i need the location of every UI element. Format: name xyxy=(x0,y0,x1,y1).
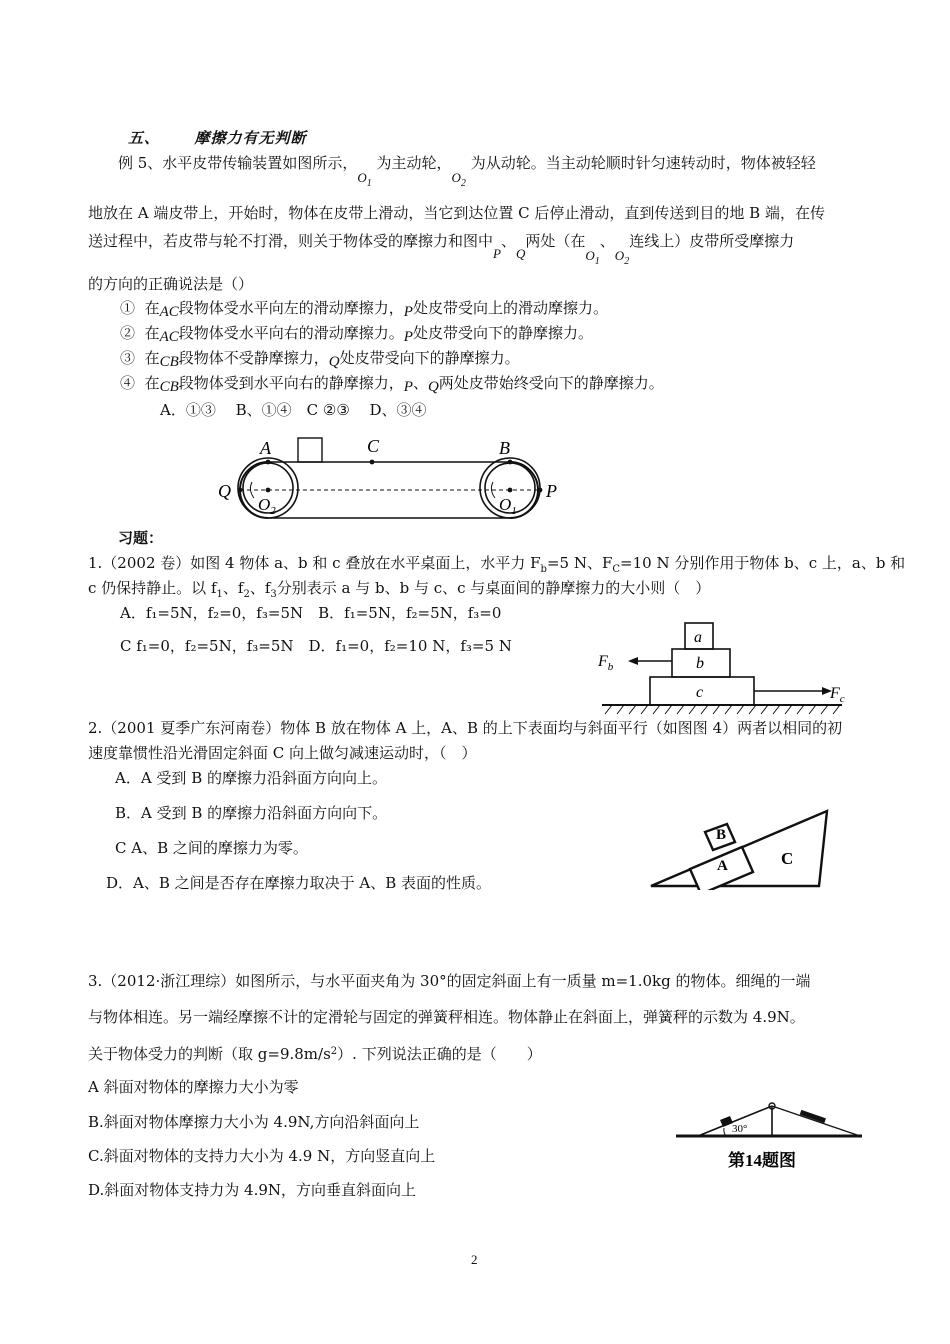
q3-line-1: 3.（2012·浙江理综）如图所示，与水平面夹角为 30°的固定斜面上有一质量 m=1.0kg 的物体。细绳的一端 xyxy=(88,972,811,990)
label-a: A xyxy=(717,858,728,874)
option-2: ② 在AC段物体受水平向右的滑动摩擦力。P处皮带受向下的静摩擦力。 xyxy=(120,324,593,345)
math-o1: $O_1$ xyxy=(585,248,600,267)
math-p: P xyxy=(493,246,501,261)
q2-option-c: C A、B 之间的摩擦力为零。 xyxy=(115,839,308,857)
pulley-incline-diagram xyxy=(674,1100,874,1180)
label-o2: $O_2$ xyxy=(258,495,276,517)
rope xyxy=(772,1106,860,1136)
label-a: A xyxy=(260,438,271,458)
exercises-title: 习题： xyxy=(118,529,164,547)
example-text: 例 5、水平皮带传输装置如图所示， xyxy=(118,154,358,172)
example-answers: A．①③ B、①④ C ②③ D、③④ xyxy=(160,401,427,419)
q3-line-3: 关于物体受力的判断（取 $g=9.8m/s^2$）. 下列说法正确的是（ ） xyxy=(88,1045,542,1063)
q1-line-2: c 仍保持静止。以 $f_1$、$f_2$、$f_3$分别表示 a 与 b、b 与 c、c 与桌面间的静摩擦力的大小则（ ） xyxy=(88,579,711,600)
label-a: a xyxy=(694,629,702,646)
label-c: C xyxy=(781,849,794,868)
q2-line-2: 速度靠惯性沿光滑固定斜面 C 向上做匀减速运动时，（ ） xyxy=(88,744,477,762)
label-o1: $O_1$ xyxy=(499,495,517,517)
option-4: ④ 在CB段物体受到水平向右的静摩擦力，P、Q两处皮带始终受向下的静摩擦力。 xyxy=(120,374,664,395)
q3-option-b: B.斜面对物体摩擦力大小为 4.9N,方向沿斜面向上 xyxy=(88,1113,420,1131)
q2-option-b: B．A 受到 B 的摩擦力沿斜面方向向下。 xyxy=(115,804,388,822)
option-1: ① 在AC段物体受水平向左的滑动摩擦力，P处皮带受向上的滑动摩擦力。 xyxy=(120,299,608,320)
label-p: P xyxy=(546,481,557,501)
math-o2: $O_2$ xyxy=(614,248,630,267)
incline-diagram xyxy=(645,795,835,890)
example-line-3: 送过程中，若皮带与轮不打滑，则关于物体受的摩擦力和图中P、Q两处（在$O_1$、$O_2$连线上）皮带所受摩擦力 xyxy=(88,232,795,267)
q3-option-c: C.斜面对物体的支持力大小为 4.9 N，方向竖直向上 xyxy=(88,1147,436,1165)
label-b: b xyxy=(696,655,704,672)
q3-option-a: A 斜面对物体的摩擦力大小为零 xyxy=(88,1078,299,1096)
math-o1: $O_1$ xyxy=(357,170,372,189)
figure-caption: 第14题图 xyxy=(728,1151,796,1170)
label-b: B xyxy=(499,438,510,458)
q3-option-d: D.斜面对物体支持力为 4.9N，方向垂直斜面向上 xyxy=(88,1181,417,1199)
q1-options-cd: C f₁=0，f₂=5N，f₃=5N D．f₁=0，f₂=10 N，f₃=5 N xyxy=(120,637,512,655)
option-3: ③ 在CB段物体不受静摩擦力，Q处皮带受向下的静摩擦力。 xyxy=(120,349,520,370)
q2-option-d: D．A、B 之间是否存在摩擦力取决于 A、B 表面的性质。 xyxy=(106,874,492,892)
math-o2: $O_2$ xyxy=(451,170,466,189)
label-fb: $F_b$ xyxy=(598,653,614,673)
belt-diagram xyxy=(210,428,570,528)
block xyxy=(298,438,322,462)
q1-line-1: 1.（2002 卷）如图 4 物体 a、b 和 c 叠放在水平桌面上，水平力 $F_b=5$ N、$F_C=10$ N 分别作用于物体 b、c 上，a、b 和 xyxy=(88,554,906,575)
page-number: 2 xyxy=(471,1252,478,1267)
example-line-4: 的方向的正确说法是（） xyxy=(88,275,254,293)
q1-options-ab: A．f₁=5N，f₂=0，f₃=5N B．f₁=5N，f₂=5N，f₃=0 xyxy=(120,604,502,622)
q2-line-1: 2.（2001 夏季广东河南卷）物体 B 放在物体 A 上，A、B 的上下表面均与斜面平行（如图图 4）两者以相同的初 xyxy=(88,719,843,737)
q3-line-2: 与物体相连。另一端经摩擦不计的定滑轮与固定的弹簧秤相连。物体静止在斜面上，弹簧秤的示数为 4.9N。 xyxy=(88,1008,805,1026)
label-b: B xyxy=(716,827,727,843)
math-q: Q xyxy=(515,246,526,261)
section-number: 五、 xyxy=(128,129,161,147)
label-fc: $F_c$ xyxy=(830,685,845,705)
example-text: 为主动轮， xyxy=(376,154,452,172)
example-text: 为从动轮。当主动轮顺时针匀速转动时，物体被轻轻 xyxy=(470,154,816,172)
label-c: C xyxy=(367,436,380,456)
q2-option-a: A．A 受到 B 的摩擦力沿斜面方向向上。 xyxy=(115,769,387,787)
label-q: Q xyxy=(218,481,231,501)
angle-label: 30° xyxy=(732,1123,748,1135)
example-line-2: 地放在 A 端皮带上，开始时，物体在皮带上滑动，当它到达位置 C 后停止滑动，直到传送到目的地 B 端，在传 xyxy=(88,204,825,222)
section-title: 摩擦力有无判断 xyxy=(194,129,307,147)
label-c: c xyxy=(696,684,704,701)
stacked-blocks-diagram xyxy=(592,618,872,723)
example-line-1 xyxy=(118,153,816,189)
section-heading xyxy=(128,128,307,148)
